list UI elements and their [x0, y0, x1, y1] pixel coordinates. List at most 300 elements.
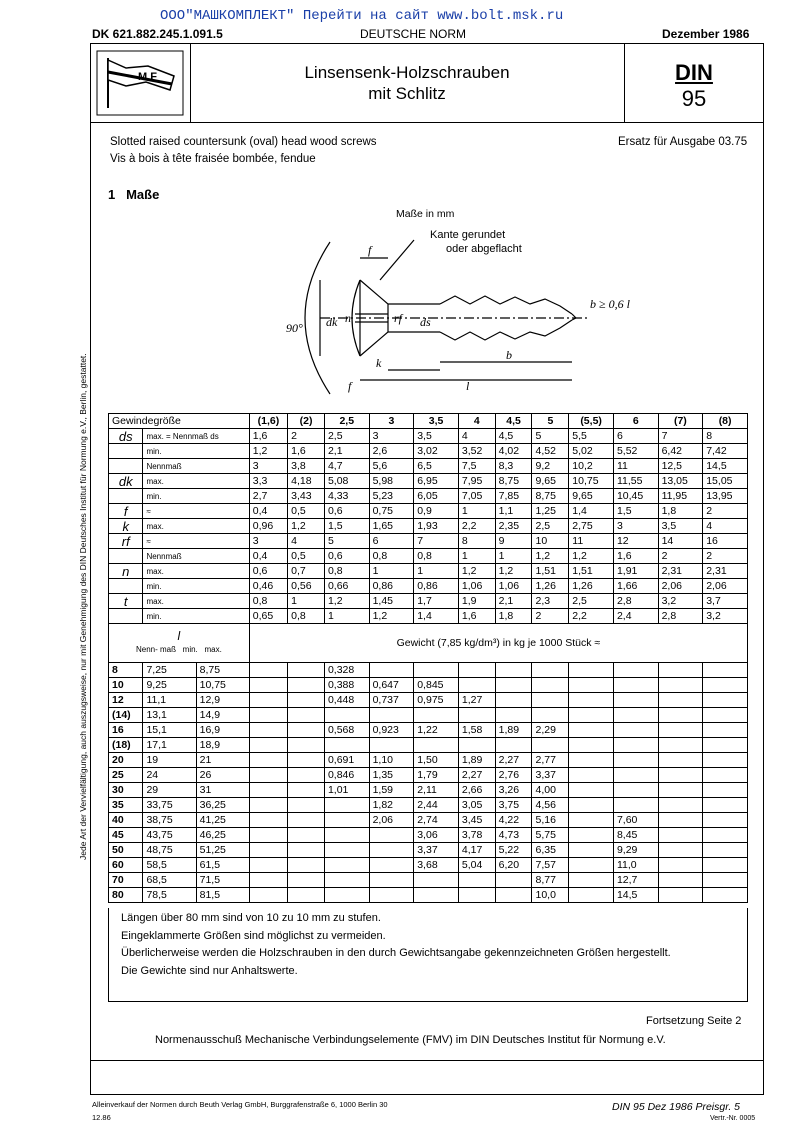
weight-cell — [532, 678, 569, 693]
table-cell: 1,2 — [249, 444, 287, 459]
length-max: 31 — [196, 783, 249, 798]
length-nominal: 10 — [109, 678, 143, 693]
weight-cell — [249, 858, 287, 873]
weight-cell — [458, 738, 495, 753]
table-cell: 1,2 — [288, 519, 325, 534]
weight-cell — [249, 663, 287, 678]
table-cell: 1,2 — [569, 549, 614, 564]
thread-bottom — [440, 320, 572, 340]
weight-cell: 2,74 — [414, 813, 459, 828]
weight-row — [109, 708, 748, 723]
weight-cell: 4,73 — [495, 828, 532, 843]
table-cell: 3 — [249, 534, 287, 549]
table-cell: 2,4 — [613, 609, 658, 624]
table-cell: 6 — [369, 534, 414, 549]
weight-cell: 1,89 — [495, 723, 532, 738]
length-max: 18,9 — [196, 738, 249, 753]
weight-cell — [495, 663, 532, 678]
weight-cell — [414, 708, 459, 723]
length-nominal: 35 — [109, 798, 143, 813]
table-cell: 8,75 — [495, 474, 532, 489]
logo-letters: M F — [138, 71, 157, 83]
table-cell: 8,75 — [532, 489, 569, 504]
weight-cell — [249, 783, 287, 798]
length-min: 17,1 — [143, 738, 196, 753]
weight-cell — [658, 723, 703, 738]
weight-cell — [288, 693, 325, 708]
table-cell: 1,26 — [569, 579, 614, 594]
size-header: (8) — [703, 414, 748, 429]
weight-cell — [658, 708, 703, 723]
weight-cell: 2,06 — [369, 813, 414, 828]
weight-cell: 0,647 — [369, 678, 414, 693]
table-cell: 1,45 — [369, 594, 414, 609]
table-row — [109, 429, 748, 444]
weight-cell — [569, 678, 614, 693]
weight-cell: 2,27 — [495, 753, 532, 768]
weight-header-row — [109, 624, 748, 663]
length-nominal: 45 — [109, 828, 143, 843]
weight-cell — [613, 798, 658, 813]
weight-cell — [658, 843, 703, 858]
table-cell: 4 — [458, 429, 495, 444]
weight-cell — [369, 708, 414, 723]
drawing-label-dk: dk — [326, 315, 338, 329]
table-cell: 7,42 — [703, 444, 748, 459]
size-header: (1,6) — [249, 414, 287, 429]
weight-cell: 5,75 — [532, 828, 569, 843]
table-row — [109, 564, 748, 579]
weight-cell — [658, 828, 703, 843]
page-title — [190, 62, 624, 104]
din-label: DIN — [675, 60, 713, 85]
table-cell: 1,2 — [369, 609, 414, 624]
table-cell: 0,6 — [249, 564, 287, 579]
table-cell: 5,5 — [569, 429, 614, 444]
length-nominal: 12 — [109, 693, 143, 708]
size-label: Gewindegröße — [109, 414, 250, 429]
weight-cell: 2,77 — [532, 753, 569, 768]
table-cell: 4 — [703, 519, 748, 534]
table-cell: 11 — [613, 459, 658, 474]
table-cell: 1,93 — [414, 519, 459, 534]
title-line-2: mit Schlitz — [368, 84, 446, 103]
table-cell: 2,06 — [703, 579, 748, 594]
din-number: 95 — [681, 86, 707, 111]
weight-cell — [414, 888, 459, 903]
weight-cell — [613, 678, 658, 693]
weight-cell — [324, 858, 369, 873]
table-row — [109, 594, 748, 609]
replacement-note: Ersatz für Ausgabe 03.75 — [618, 136, 748, 148]
weight-cell — [569, 723, 614, 738]
table-cell: 2,31 — [703, 564, 748, 579]
length-nominal: 80 — [109, 888, 143, 903]
table-cell: 1 — [324, 609, 369, 624]
length-max: 71,5 — [196, 873, 249, 888]
row-symbol — [109, 579, 143, 594]
table-cell: 4,18 — [288, 474, 325, 489]
row-label: max. — [143, 474, 249, 489]
weight-cell — [613, 663, 658, 678]
table-cell: 0,65 — [249, 609, 287, 624]
table-cell: 11 — [569, 534, 614, 549]
length-min: 48,75 — [143, 843, 196, 858]
weight-cell — [288, 768, 325, 783]
weight-cell — [658, 768, 703, 783]
weight-cell: 5,22 — [495, 843, 532, 858]
weight-cell — [703, 783, 748, 798]
weight-cell: 0,737 — [369, 693, 414, 708]
weight-cell — [324, 873, 369, 888]
table-cell: 2,2 — [458, 519, 495, 534]
weight-row — [109, 753, 748, 768]
table-cell: 10,45 — [613, 489, 658, 504]
drawing-label-f-top: f — [368, 243, 372, 257]
table-cell: 5,52 — [613, 444, 658, 459]
weight-cell: 1,79 — [414, 768, 459, 783]
table-cell: 1,66 — [613, 579, 658, 594]
length-max: 36,25 — [196, 798, 249, 813]
weight-cell — [569, 828, 614, 843]
table-cell: 1,6 — [249, 429, 287, 444]
length-max: 46,25 — [196, 828, 249, 843]
length-min: 13,1 — [143, 708, 196, 723]
table-cell: 1,2 — [532, 549, 569, 564]
weight-cell — [249, 693, 287, 708]
table-cell: 3,2 — [703, 609, 748, 624]
row-symbol — [109, 489, 143, 504]
table-cell: 5,6 — [369, 459, 414, 474]
weight-cell — [569, 858, 614, 873]
weight-cell — [658, 873, 703, 888]
weight-cell: 0,328 — [324, 663, 369, 678]
weight-cell — [658, 693, 703, 708]
table-cell: 2,8 — [613, 594, 658, 609]
length-nominal: 20 — [109, 753, 143, 768]
weight-cell: 1,10 — [369, 753, 414, 768]
section-title: Maße — [126, 187, 160, 202]
length-nominal: 16 — [109, 723, 143, 738]
table-cell: 12 — [613, 534, 658, 549]
weight-cell — [658, 813, 703, 828]
table-cell: 5,08 — [324, 474, 369, 489]
weight-cell — [703, 858, 748, 873]
weight-cell — [658, 783, 703, 798]
weight-cell: 1,59 — [369, 783, 414, 798]
weight-cell: 12,7 — [613, 873, 658, 888]
table-row — [109, 534, 748, 549]
weight-cell: 0,975 — [414, 693, 459, 708]
drawing-note-1: Kante gerundet — [430, 229, 506, 241]
table-cell: 8,3 — [495, 459, 532, 474]
size-header: 4 — [458, 414, 495, 429]
weight-cell — [249, 738, 287, 753]
table-cell: 1,2 — [458, 564, 495, 579]
table-cell: 3,7 — [703, 594, 748, 609]
table-cell: 4,7 — [324, 459, 369, 474]
length-min: 7,25 — [143, 663, 196, 678]
length-min: 11,1 — [143, 693, 196, 708]
table-cell: 4,5 — [495, 429, 532, 444]
weight-cell — [703, 768, 748, 783]
weight-cell: 2,27 — [458, 768, 495, 783]
weight-cell: 7,60 — [613, 813, 658, 828]
length-min: 19 — [143, 753, 196, 768]
l-label: l — [177, 629, 181, 643]
table-cell: 2,7 — [249, 489, 287, 504]
weight-caption: Gewicht (7,85 kg/dm³) in kg je 1000 Stück ≈ — [249, 624, 747, 663]
weight-cell: 3,78 — [458, 828, 495, 843]
table-cell: 7,05 — [458, 489, 495, 504]
weight-cell — [658, 738, 703, 753]
weight-cell: 1,27 — [458, 693, 495, 708]
weight-row — [109, 813, 748, 828]
weight-cell — [613, 783, 658, 798]
length-min: 38,75 — [143, 813, 196, 828]
table-cell: 1,2 — [324, 594, 369, 609]
header-divider — [90, 122, 764, 123]
weight-row — [109, 663, 748, 678]
weight-cell — [703, 708, 748, 723]
length-max: 10,75 — [196, 678, 249, 693]
weight-cell — [414, 663, 459, 678]
table-cell: 1 — [414, 564, 459, 579]
row-symbol — [109, 609, 143, 624]
weight-row — [109, 783, 748, 798]
weight-cell: 4,17 — [458, 843, 495, 858]
drawing-label-k: k — [376, 356, 382, 370]
footer-code: 12.86 — [92, 1113, 111, 1122]
notes-box — [108, 908, 748, 1002]
weight-cell: 7,57 — [532, 858, 569, 873]
weight-cell — [569, 783, 614, 798]
weight-cell — [288, 843, 325, 858]
weight-cell — [569, 708, 614, 723]
table-cell: 0,4 — [249, 504, 287, 519]
table-row — [109, 579, 748, 594]
weight-cell: 10,0 — [532, 888, 569, 903]
weight-cell — [324, 843, 369, 858]
row-label: min. — [143, 579, 249, 594]
weight-row — [109, 798, 748, 813]
table-cell: 1,06 — [495, 579, 532, 594]
table-cell: 3 — [613, 519, 658, 534]
table-cell: 0,5 — [288, 504, 325, 519]
row-label: max. = Nennmaß ds — [143, 429, 249, 444]
footer-seller: Alleinverkauf der Normen durch Beuth Verlag GmbH, Burggrafenstraße 6, 1000 Berlin 30 — [92, 1100, 388, 1109]
row-symbol: rf — [109, 534, 143, 549]
note-3: Überlicherweise werden die Holzschrauben in den durch Gewichtsangabe gekennzeichneten Größen hergestellt. — [121, 947, 671, 959]
thread-top — [440, 296, 572, 314]
table-cell: 1 — [458, 504, 495, 519]
table-cell: 1,6 — [458, 609, 495, 624]
length-max: 14,9 — [196, 708, 249, 723]
header-link[interactable]: ООО"МАШКОМПЛЕКТ" Перейти на сайт www.bolt.msk.ru — [160, 8, 564, 24]
table-cell: 1 — [458, 549, 495, 564]
weight-cell — [569, 888, 614, 903]
weight-cell — [703, 873, 748, 888]
table-cell: 13,05 — [658, 474, 703, 489]
row-label: min. — [143, 609, 249, 624]
committee-note: Normenausschuß Mechanische Verbindungselemente (FMV) im DIN Deutsches Institut für Normung e.V. — [155, 1034, 666, 1046]
table-cell: 13,95 — [703, 489, 748, 504]
row-symbol: n — [109, 564, 143, 579]
length-nominal: 8 — [109, 663, 143, 678]
table-cell: 2,31 — [658, 564, 703, 579]
weight-cell — [495, 873, 532, 888]
weight-row — [109, 678, 748, 693]
weight-cell — [324, 738, 369, 753]
weight-cell — [658, 798, 703, 813]
weight-cell — [495, 888, 532, 903]
weight-cell: 1,35 — [369, 768, 414, 783]
row-label: ≈ — [143, 504, 249, 519]
length-nominal: 60 — [109, 858, 143, 873]
weight-cell: 0,691 — [324, 753, 369, 768]
table-cell: 5 — [324, 534, 369, 549]
weight-cell: 2,11 — [414, 783, 459, 798]
weight-cell — [703, 798, 748, 813]
table-cell: 3,52 — [458, 444, 495, 459]
table-cell: 16 — [703, 534, 748, 549]
table-row — [109, 459, 748, 474]
screw-drawing — [260, 222, 660, 400]
drawing-label-rf: rf — [394, 311, 403, 325]
drawing-label-b: b — [506, 348, 512, 362]
table-cell: 7,5 — [458, 459, 495, 474]
table-cell: 3,5 — [658, 519, 703, 534]
row-label: max. — [143, 594, 249, 609]
table-cell: 1,9 — [458, 594, 495, 609]
table-cell: 3,8 — [288, 459, 325, 474]
table-cell: 2,5 — [324, 429, 369, 444]
row-label: Nennmaß — [143, 549, 249, 564]
dimensions-table — [108, 413, 748, 903]
weight-cell — [569, 798, 614, 813]
table-cell: 3 — [369, 429, 414, 444]
weight-cell: 3,37 — [532, 768, 569, 783]
row-label: Nennmaß — [143, 459, 249, 474]
drawing-formula: b ≥ 0,6 l — [590, 297, 630, 311]
length-min: 9,25 — [143, 678, 196, 693]
table-cell: 1,2 — [495, 564, 532, 579]
table-cell: 7,85 — [495, 489, 532, 504]
table-cell: 11,55 — [613, 474, 658, 489]
table-cell: 10,2 — [569, 459, 614, 474]
length-min: 33,75 — [143, 798, 196, 813]
length-nominal: 70 — [109, 873, 143, 888]
table-cell: 0,56 — [288, 579, 325, 594]
weight-cell: 2,66 — [458, 783, 495, 798]
table-cell: 7 — [658, 429, 703, 444]
row-label: min. — [143, 489, 249, 504]
table-header-row — [109, 414, 748, 429]
table-cell: 10,75 — [569, 474, 614, 489]
table-cell: 1,6 — [288, 444, 325, 459]
weight-cell — [613, 738, 658, 753]
weight-cell — [613, 693, 658, 708]
section-number: 1 — [108, 187, 116, 202]
table-cell: 2,5 — [569, 594, 614, 609]
title-line-1: Linsensenk-Holzschrauben — [304, 63, 510, 82]
continuation-note: Fortsetzung Seite 2 — [646, 1015, 742, 1027]
table-cell: 1,7 — [414, 594, 459, 609]
weight-cell — [288, 873, 325, 888]
weight-cell — [369, 843, 414, 858]
weight-cell — [569, 768, 614, 783]
row-symbol: dk — [109, 474, 143, 489]
max-label: max. — [204, 645, 222, 654]
table-row — [109, 474, 748, 489]
weight-cell — [458, 663, 495, 678]
weight-cell — [369, 663, 414, 678]
size-header: 3 — [369, 414, 414, 429]
table-cell: 9 — [495, 534, 532, 549]
weight-cell — [369, 873, 414, 888]
weight-cell: 4,00 — [532, 783, 569, 798]
table-cell: 1,6 — [613, 549, 658, 564]
weight-cell — [288, 663, 325, 678]
weight-cell — [569, 843, 614, 858]
table-cell: 3,3 — [249, 474, 287, 489]
table-cell: 1,8 — [658, 504, 703, 519]
weight-cell — [613, 723, 658, 738]
table-cell: 1 — [495, 549, 532, 564]
length-nominal: 50 — [109, 843, 143, 858]
copyright-side-text: Jede Art der Vervielfältigung, auch auszugsweise, nur mit Genehmigung des DIN Deutsches Institut für Normung e.V., Berlin, gestattet. — [78, 353, 88, 860]
weight-cell — [569, 753, 614, 768]
table-cell: 3,5 — [414, 429, 459, 444]
weight-cell — [569, 663, 614, 678]
weight-cell — [288, 858, 325, 873]
table-cell: 0,96 — [249, 519, 287, 534]
table-cell: 2 — [703, 549, 748, 564]
size-header: 6 — [613, 414, 658, 429]
table-cell: 1,51 — [569, 564, 614, 579]
table-cell: 1,25 — [532, 504, 569, 519]
length-nominal: (14) — [109, 708, 143, 723]
subtitle-french: Vis à bois à tête fraisée bombée, fendue — [110, 153, 316, 165]
l-header — [109, 624, 250, 663]
length-nominal: 25 — [109, 768, 143, 783]
weight-cell — [369, 888, 414, 903]
row-symbol — [109, 549, 143, 564]
weight-cell — [288, 783, 325, 798]
table-cell: 10 — [532, 534, 569, 549]
table-row — [109, 519, 748, 534]
weight-cell — [703, 678, 748, 693]
length-min: 43,75 — [143, 828, 196, 843]
weight-row — [109, 873, 748, 888]
weight-row — [109, 843, 748, 858]
table-cell: 0,8 — [414, 549, 459, 564]
issue-date: Dezember 1986 — [662, 27, 750, 41]
weight-cell: 4,56 — [532, 798, 569, 813]
weight-cell: 3,75 — [495, 798, 532, 813]
weight-cell: 1,01 — [324, 783, 369, 798]
table-cell: 3,2 — [658, 594, 703, 609]
row-label: max. — [143, 519, 249, 534]
weight-cell: 2,44 — [414, 798, 459, 813]
table-cell: 1,4 — [569, 504, 614, 519]
weight-cell: 1,58 — [458, 723, 495, 738]
table-cell: 9,2 — [532, 459, 569, 474]
subtitle-english: Slotted raised countersunk (oval) head wood screws — [110, 136, 377, 148]
table-cell: 2 — [703, 504, 748, 519]
weight-row — [109, 723, 748, 738]
weight-cell: 1,22 — [414, 723, 459, 738]
